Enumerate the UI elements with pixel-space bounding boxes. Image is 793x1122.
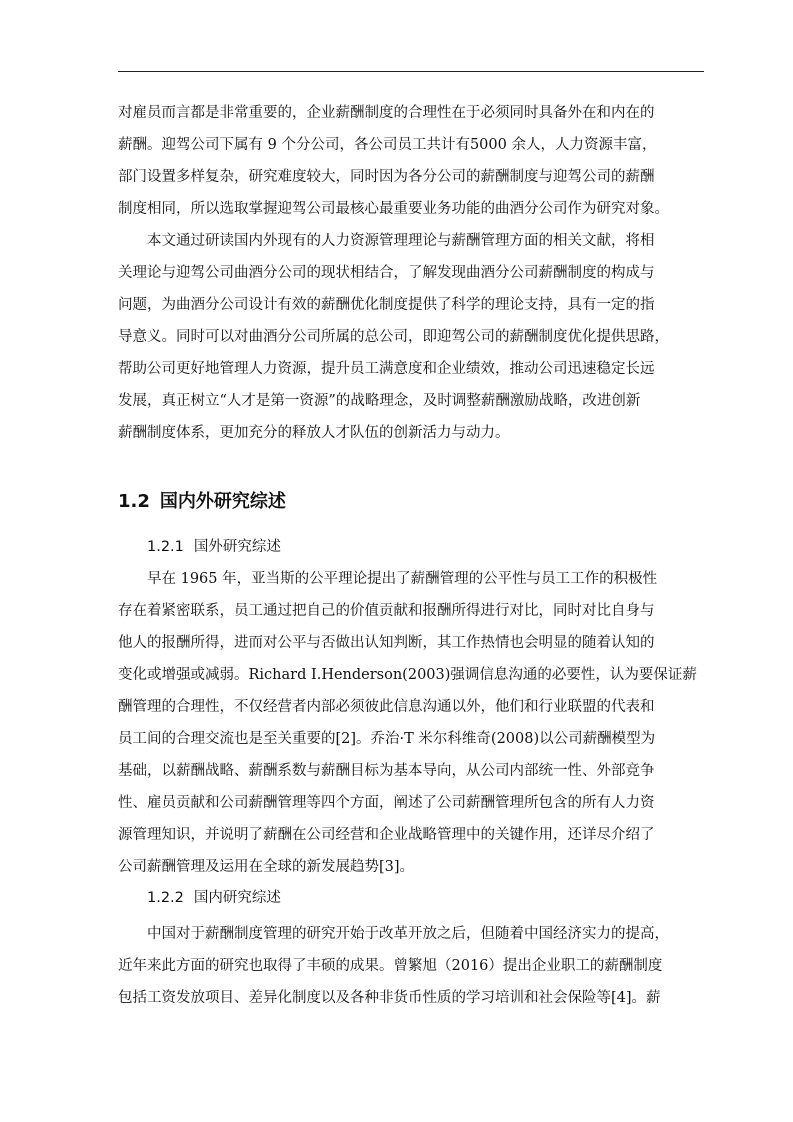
text-line: 包括工资发放项目、差异化制度以及各种非货币性质的学习培训和社会保险等[4]。薪: [118, 990, 661, 1006]
text-line: 薪酬。迎驾公司下属有 9 个分公司，各公司员工共计有5000 余人，人力资源丰富，: [118, 137, 657, 153]
text-line: 近年来此方面的研究也取得了丰硕的成果。曾繁旭（2016）提出企业职工的薪酬制度: [118, 958, 663, 974]
text-line: 员工间的合理交流也是至关重要的[2]。乔治·T 米尔科维奇(2008)以公司薪酬模型为: [118, 731, 656, 747]
text-line: 性、雇员贡献和公司薪酬管理等四个方面，阐述了公司薪酬管理所包含的所有人力资: [118, 795, 655, 811]
text-line: 中国对于薪酬制度管理的研究开始于改革开放之后，但随着中国经济实力的提高，: [147, 926, 669, 942]
subsection-number: 1.2.1: [147, 539, 184, 555]
text-line: 基础，以薪酬战略、薪酬系数与薪酬目标为基本导向，从公司内部统一性、外部竞争: [118, 763, 655, 779]
text-line: 导意义。同时可以对曲酒分公司所属的总公司，即迎驾公司的薪酬制度优化提供思路，: [118, 329, 669, 345]
text-line: 酬管理的合理性，不仅经营者内部必须彼此信息沟通以外，他们和行业联盟的代表和: [118, 699, 655, 715]
text-line: 部门设置多样复杂，研究难度较大，同时因为各分公司的薪酬制度与迎驾公司的薪酬: [118, 169, 655, 185]
text-line: 他人的报酬所得，进而对公平与否做出认知判断，其工作热情也会明显的随着认知的: [118, 635, 655, 651]
subsection-heading-domestic: [147, 886, 291, 907]
paragraph-research-significance: [118, 225, 704, 449]
header-rule: [118, 71, 704, 72]
text-line: 发展，真正树立“人才是第一资源”的战略理念，及时调整薪酬激励战略，改进创新: [118, 393, 641, 409]
subsection-heading-foreign: [147, 535, 291, 556]
text-line: 帮助公司更好地管理人力资源，提升员工满意度和企业绩效，推动公司迅速稳定长远: [118, 361, 655, 377]
paragraph-foreign-review: [118, 563, 704, 883]
text-line: 对雇员而言都是非常重要的，企业薪酬制度的合理性在于必须同时具备外在和内在的: [118, 105, 655, 121]
text-line: 变化或增强或减弱。Richard I.Henderson(2003)强调信息沟通的必要性，认为要保证薪: [118, 667, 697, 683]
section-heading: [118, 487, 296, 513]
text-line: 制度相同，所以选取掌握迎驾公司最核心最重要业务功能的曲酒分公司作为研究对象。: [118, 201, 669, 217]
paragraph-intro-continued: [118, 97, 704, 225]
text-line: 本文通过研读国内外现有的人力资源管理理论与薪酬管理方面的相关文献，将相: [147, 233, 655, 249]
text-line: 关理论与迎驾公司曲酒分公司的现状相结合，了解发现曲酒分公司薪酬制度的构成与: [118, 265, 655, 281]
subsection-number: 1.2.2: [147, 890, 184, 906]
section-title: 国内外研究综述: [159, 491, 286, 512]
text-line: 问题，为曲酒分公司设计有效的薪酬优化制度提供了科学的理论支持，具有一定的指: [118, 297, 655, 313]
text-line: 薪酬制度体系，更加充分的释放人才队伍的创新活力与动力。: [118, 425, 510, 441]
paragraph-domestic-review: [118, 918, 704, 1014]
text-line: 公司薪酬管理及运用在全球的新发展趋势[3]。: [118, 859, 415, 875]
text-line: 源管理知识，并说明了薪酬在公司经营和企业战略管理中的关键作用，还详尽介绍了: [118, 827, 655, 843]
subsection-title: 国外研究综述: [193, 539, 281, 555]
section-number: 1.2: [118, 491, 150, 512]
text-line: 存在着紧密联系，员工通过把自己的价值贡献和报酬所得进行对比，同时对比自身与: [118, 603, 655, 619]
text-line: 早在 1965 年，亚当斯的公平理论提出了薪酬管理的公平性与员工工作的积极性: [147, 571, 658, 587]
subsection-title: 国内研究综述: [193, 890, 281, 906]
